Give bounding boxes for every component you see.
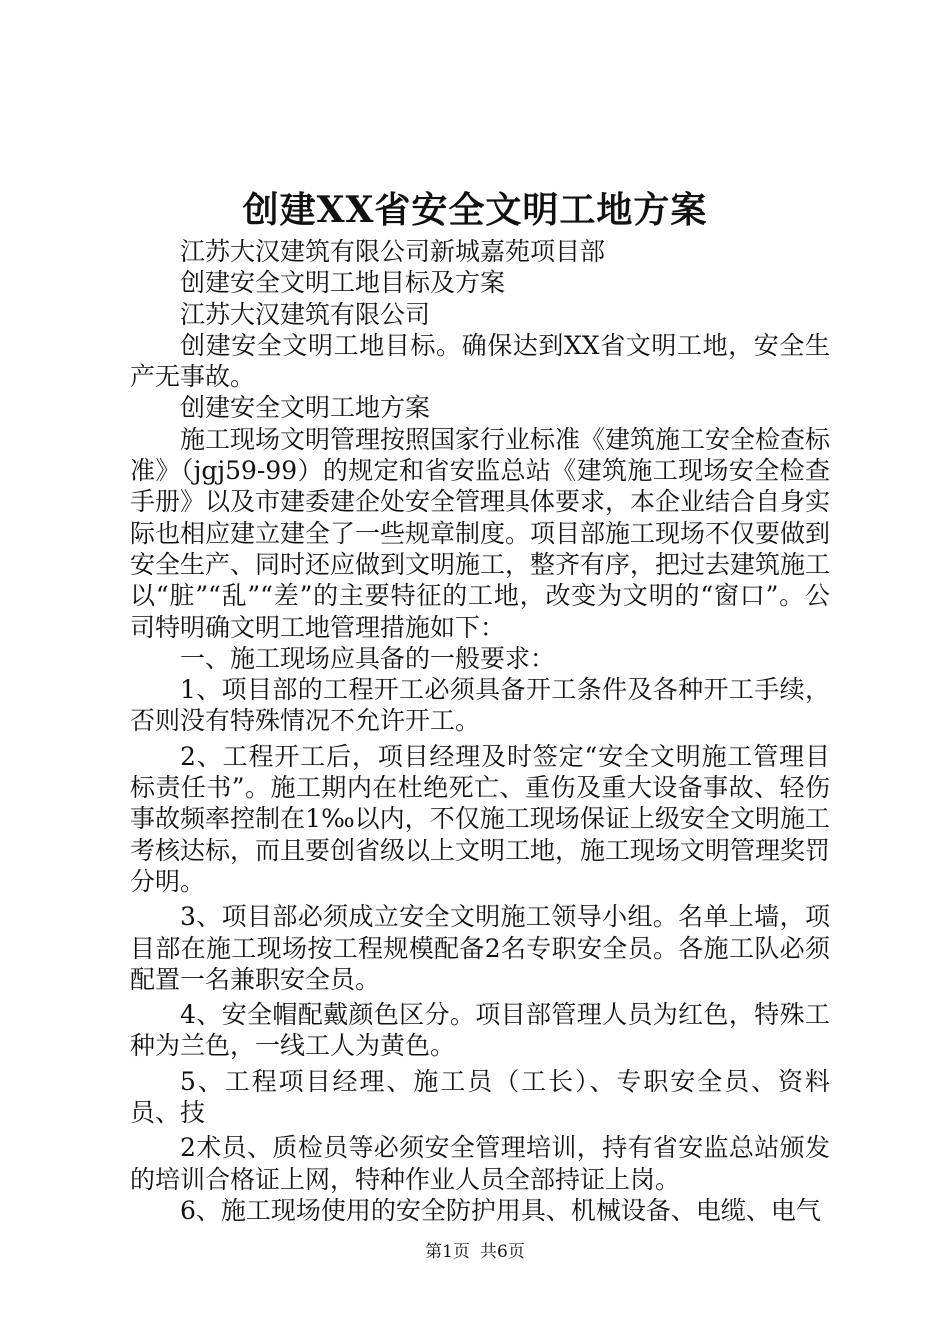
paragraph-intro: 施工现场文明管理按照国家行业标准《建筑施工安全检查标准》（jgj59-99）的规定和省安监总站《建筑施工现场安全检查手册》以及市建委建企处安全管理具体要求，本企业结合自身实际也相应建立建全了一些规章制度。项目部施工现场不仅要做到安全生产、同时还应做到文明施工，整齐有序，把过去建筑施工以“脏”“乱”“差”的主要特征的工地，改变为文明的“窗口”。公司特明确文明工地管理措施如下： bbox=[130, 424, 831, 642]
paragraph-item-2: 2、工程开工后，项目经理及时签定“安全文明施工管理目标责任书”。施工期内在杜绝死亡、重伤及重大设备事故、轻伤事故频率控制在1‰以内，不仅施工现场保证上级安全文明施工考核达标，而且要创省级以上文明工地，施工现场文明管理奖罚分明。 bbox=[130, 741, 831, 896]
paragraph-item-6: 6、施工现场使用的安全防护用具、机械设备、电缆、电气 bbox=[180, 1195, 821, 1225]
page-footer bbox=[0, 1240, 950, 1264]
paragraph-company: 江苏大汉建筑有限公司 bbox=[180, 299, 431, 329]
paragraph-section-heading: 一、施工现场应具备的一般要求： bbox=[180, 643, 556, 673]
paragraph-subtitle: 创建安全文明工地目标及方案 bbox=[180, 268, 506, 298]
paragraph-goal: 创建安全文明工地目标。确保达到XX省文明工地，安全生产无事故。 bbox=[130, 330, 830, 392]
paragraph-item-4: 4、安全帽配戴颜色区分。项目部管理人员为红色，特殊工种为兰色，一线工人为黄色。 bbox=[130, 1000, 830, 1061]
paragraph-item-5-continued: 2术员、质检员等必须安全管理培训，持有省安监总站颁发的培训合格证上网，特种作业人员全部持证上岗。 bbox=[130, 1133, 830, 1194]
paragraph-project-dept: 江苏大汉建筑有限公司新城嘉苑项目部 bbox=[180, 237, 606, 266]
document-title: 创建XX省安全文明工地方案 bbox=[242, 189, 708, 231]
page-number: 第1页 bbox=[425, 1242, 470, 1262]
paragraph-plan-heading: 创建安全文明工地方案 bbox=[180, 393, 431, 423]
paragraph-item-5: 5、工程项目经理、施工员（工长）、专职安全员、资料员、技 bbox=[130, 1066, 830, 1128]
document-body bbox=[130, 236, 830, 1226]
paragraph-item-1: 1、项目部的工程开工必须具备开工条件及各种开工手续，否则没有特殊情况不允许开工。 bbox=[130, 675, 830, 736]
paragraph-item-3: 3、项目部必须成立安全文明施工领导小组。名单上墙，项目部在施工现场按工程规模配备2名专职安全员。各施工队必须配置一名兼职安全员。 bbox=[130, 902, 830, 994]
page-total: 共6页 bbox=[480, 1242, 525, 1262]
